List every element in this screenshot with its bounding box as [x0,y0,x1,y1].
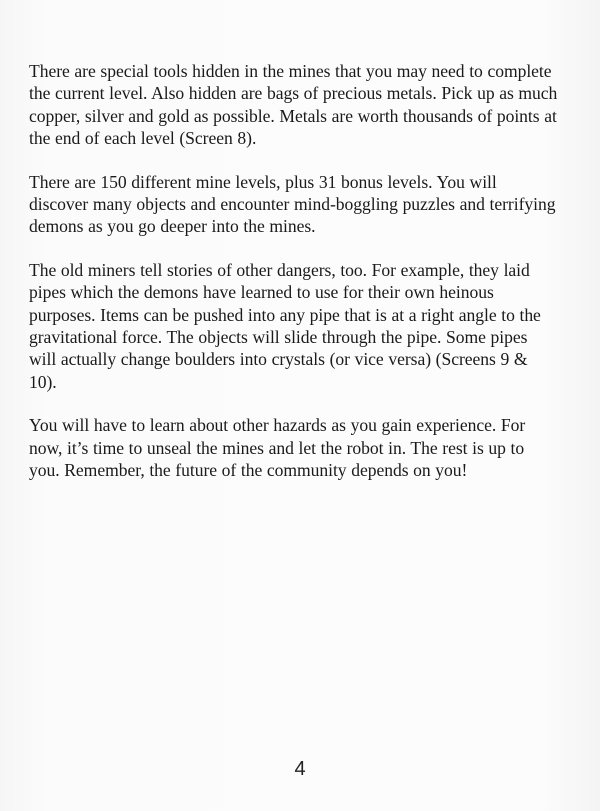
page-number: 4 [294,758,306,780]
paragraph-mine-levels: There are 150 different mine levels, plus 31 bonus levels. You will discover many objects and encounter mind-boggling puzzles and terrifying demons as you go deeper into the mines. [29,171,556,237]
paragraph-closing: You will have to learn about other hazards as you gain experience. For now, it’s time to unseal the mines and let the robot in. The rest is up to you. Remember, the future of the community depends on you! [29,415,526,481]
body-text [29,60,559,503]
paragraph-special-tools: There are special tools hidden in the mines that you may need to complete the current level. Also hidden are bags of precious metals. Pick up as much copper, silver and gold as possible. Metals are worth thousands of points at the end of each level (Screen 8). [29,61,558,149]
paragraph-other-dangers: The old miners tell stories of other dangers, too. For example, they laid pipes which the demons have learned to use for their own heinous purposes. Items can be pushed into any pipe that is at a right angle to the gravitational force. The objects will slide through the pipe. Some pipes will actually change boulders into crystals (or vice versa) (Screens 9 & 10). [29,259,541,392]
